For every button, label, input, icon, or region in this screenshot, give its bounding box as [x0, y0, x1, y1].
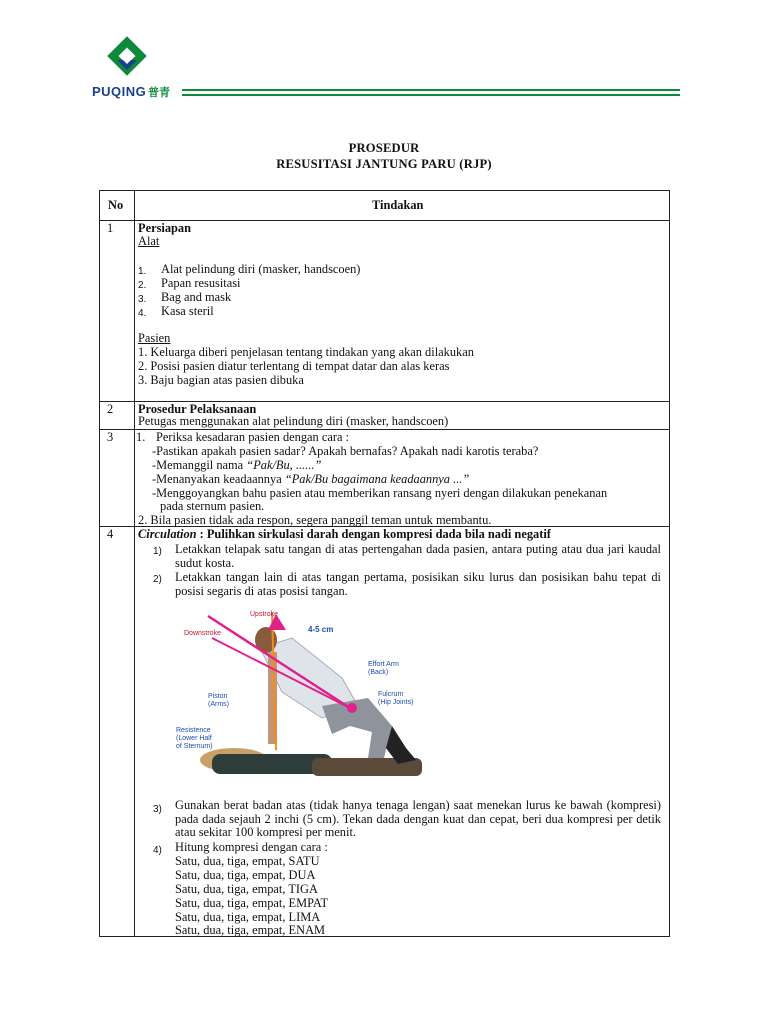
label-depth: 4-5 cm — [308, 625, 334, 634]
list-item: Alat pelindung diri (masker, handscoen) — [161, 262, 361, 276]
svg-text:普青: 普青 — [148, 86, 170, 99]
step-text: Letakkan telapak satu tangan di atas pertengahan dada pasien, antara puting atau dua jari kaudal sudut kosta. — [175, 542, 661, 570]
list-item: Periksa kesadaran pasien dengan cara : — [156, 430, 349, 444]
list-number: 2. — [138, 280, 147, 291]
step-text: Letakkan tangan lain di atas tangan pertama, posisikan siku lurus dan posisikan bahu tepat di posisi segaris di atas posisi tangan. — [175, 570, 661, 598]
label-fulcrum-sub: (Hip Joints) — [378, 699, 414, 706]
body-text: Petugas menggunakan alat pelindung diri (masker, handscoen) — [138, 414, 449, 428]
svg-text:PUQING: PUQING — [92, 84, 147, 99]
heading-rest: : Pulihkan sirkulasi darah dengan kompresi dada bila nadi negatif — [196, 527, 551, 541]
bullet-item-continued: pada sternum pasien. — [160, 499, 265, 513]
company-logo — [92, 36, 182, 102]
count-line: Satu, dua, tiga, empat, TIGA — [175, 882, 318, 896]
quoted-phrase: “Pak/Bu, ......” — [246, 458, 322, 472]
list-number: 1. — [138, 266, 147, 277]
section-heading: Persiapan — [138, 221, 192, 235]
list-item: Bag and mask — [161, 290, 232, 304]
step-text: Gunakan berat badan atas (tidak hanya tenaga lengan) saat menekan lurus ke bawah (kompresi) pada dada sejauh 2 inchi (5 cm). Tekan dada dengan kuat dan cepat, beri dua kompresi per detik atau sekitar 100 kompresi per menit. — [175, 798, 661, 840]
list-item: Papan resusitasi — [161, 276, 241, 290]
header-no: No — [108, 198, 124, 212]
step-number: 1) — [153, 546, 162, 557]
procedure-table — [99, 190, 670, 937]
row-number: 3 — [107, 430, 114, 444]
label-effort-arm: Effort Arm — [368, 661, 399, 668]
list-item: 2. Posisi pasien diatur terlentang di tempat datar dan alas keras — [138, 359, 450, 373]
count-line: Satu, dua, tiga, empat, ENAM — [175, 923, 326, 937]
rescuer-legs — [322, 698, 392, 758]
list-item: Kasa steril — [161, 304, 214, 318]
heading-italic: Circulation — [138, 527, 197, 541]
count-line: Satu, dua, tiga, empat, EMPAT — [175, 896, 329, 910]
bullet-text: -Memanggil nama — [152, 458, 244, 472]
label-downstroke: Downstroke — [184, 630, 221, 637]
document-title: PROSEDUR — [348, 141, 420, 155]
section-heading: Prosedur Pelaksanaan — [138, 402, 257, 416]
label-piston-sub: (Arms) — [208, 701, 229, 708]
header-action: Tindakan — [372, 198, 424, 212]
list-item: 2. Bila pasien tidak ada respon, segera panggil teman untuk membantu. — [138, 513, 492, 527]
step-number: 4) — [153, 845, 162, 856]
document-subtitle: RESUSITASI JANTUNG PARU (RJP) — [276, 157, 492, 171]
label-fulcrum: Fulcrum — [378, 691, 404, 698]
cpr-illustration — [172, 608, 424, 780]
row-number: 1 — [107, 221, 114, 235]
list-number: 1. — [136, 430, 146, 444]
bullet-text: -Menanyakan keadaannya — [152, 472, 282, 486]
bullet-item — [152, 473, 469, 487]
list-number: 4. — [138, 308, 147, 319]
step-number: 3) — [153, 804, 162, 815]
count-line: Satu, dua, tiga, empat, LIMA — [175, 910, 321, 924]
step-text: Hitung kompresi dengan cara : — [175, 840, 328, 854]
label-upstroke: Upstroke — [250, 611, 279, 618]
list-item: 1. Keluarga diberi penjelasan tentang tindakan yang akan dilakukan — [138, 345, 474, 359]
subheading-alat: Alat — [138, 234, 160, 248]
label-piston: Piston — [208, 693, 228, 700]
subheading-pasien: Pasien — [138, 331, 171, 345]
count-line: Satu, dua, tiga, empat, DUA — [175, 868, 316, 882]
fulcrum-point — [347, 703, 357, 713]
label-resistence-sub2: of Sternum) — [176, 743, 213, 750]
bullet-item — [152, 459, 321, 473]
section-heading — [138, 528, 551, 542]
row-number: 2 — [107, 402, 114, 416]
label-resistence-sub1: (Lower Half — [176, 735, 212, 742]
count-line: Satu, dua, tiga, empat, SATU — [175, 854, 320, 868]
list-item: 3. Baju bagian atas pasien dibuka — [138, 373, 304, 387]
header-rule-top — [182, 89, 680, 91]
header-rule-bottom — [182, 94, 680, 96]
label-effort-arm-sub: (Back) — [368, 669, 389, 676]
bullet-item: -Pastikan apakah pasien sadar? Apakah bernafas? Apakah nadi karotis teraba? — [152, 444, 539, 458]
step-number: 2) — [153, 574, 162, 585]
column-divider — [134, 191, 135, 936]
quoted-phrase: “Pak/Bu bagaimana keadaannya ...” — [284, 472, 470, 486]
list-number: 3. — [138, 294, 147, 305]
bullet-item: -Menggoyangkan bahu pasien atau memberikan ransang nyeri dengan dilakukan penekanan — [152, 486, 608, 500]
label-resistence: Resistence — [176, 727, 211, 734]
row-number: 4 — [107, 527, 114, 541]
